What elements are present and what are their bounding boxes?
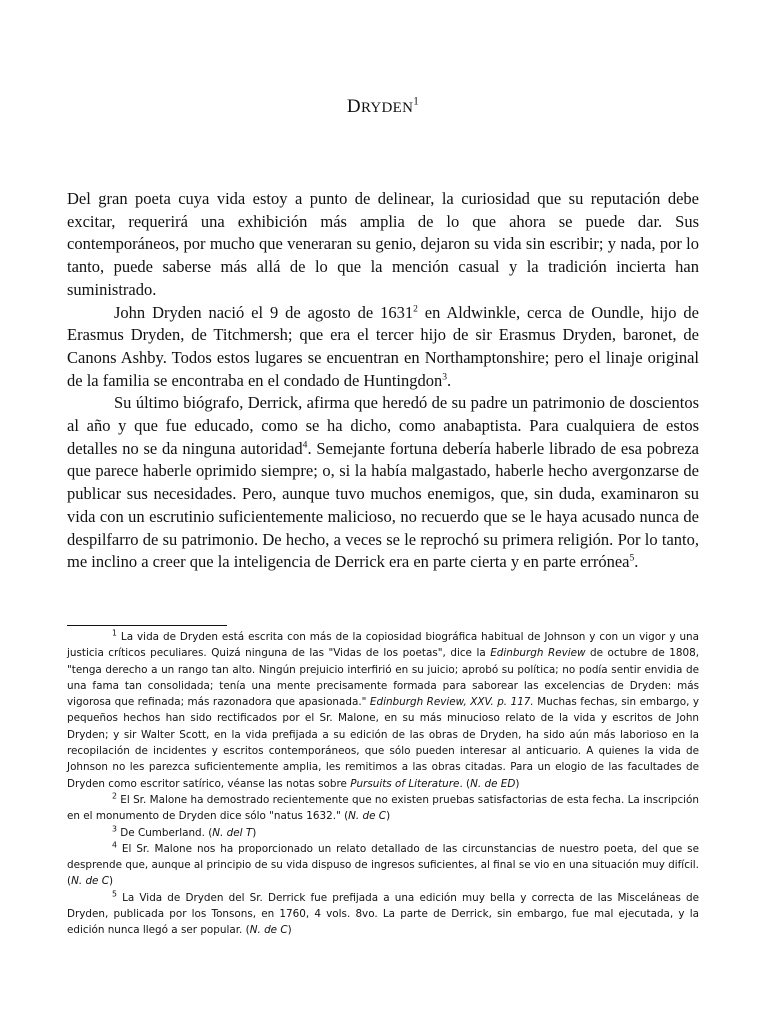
italic-text: Edinburgh Review, XXV. p. 117. [369,696,534,709]
footnote-5 [67,890,699,939]
footnote-text-run: El Sr. Malone nos ha proporcionado un relato detallado de las circunstancias de nuestro poeta, del que se desprende que, aunque al principio de su vida dispuso de ingresos suficientes, al final se vio en una situación muy difícil. ( [67,842,699,888]
body-text [67,188,699,574]
italic-text: N. de C [249,924,288,937]
title-initial: D [346,96,361,117]
footnote-ref: 2 [413,303,418,315]
paragraph-1 [67,188,699,302]
italic-text: N. de ED [470,777,516,790]
body-text-run: Su último biógrafo, Derrick, afirma que heredó de su padre un patrimonio de doscientos al año y que fue educado, como se ha dicho, como anabaptista. Para cualquiera de estos detalles no se da ninguna autoridad [67,393,699,458]
body-text-run: . Semejante fortuna debería haberle librado de esa pobreza que parece haberle oprimido siempre; o, si la había malgastado, haberle hecho avergonzarse de publicar sus necesidades. Pero, aunque tuvo muchos enemigos, que, sin duda, examinaron su vida con un escrutinio suficientemente malicioso, no recuerdo que se le haya acusado nunca de despilfarro de su patrimonio. De hecho, a veces se le reprochó su primera religión. Por lo tanto, me inclino a creer que la inteligencia de Derrick era en parte cierta y en parte errónea [67,438,700,572]
footnote-text-run: ) [109,875,114,888]
body-text-run: en Aldwinkle, cerca de Oundle, hijo de Erasmus Dryden, de Titchmersh; que era el tercer hijo de sir Erasmus Dryden, baronet, de Canons Ashby. Todos estos lugares se encuentran en Northamptonshire; pero el linaje original de la familia se encontraba en el condado de Huntingdon [67,302,699,390]
paragraph-3 [67,392,699,574]
footnote-1 [67,629,699,792]
footnote-text-run: La vida de Dryden está escrita con más de la copiosidad biográfica habitual de Johnson y con un vigor y una justicia críticos peculiares. Quizá ninguna de las "Vidas de los poetas", dice la [67,631,699,660]
page-title [67,96,699,118]
body-text-run: Del gran poeta cuya vida estoy a punto de delinear, la curiosidad que su reputación debe excitar, requerirá una exhibición más amplia de lo que ahora se puede dar. Sus contemporáneos, por mucho que veneraran su genio, dejaron su vida sin escribir; y nada, por lo tanto, puede saberse más allá de lo que la mención casual y la tradición incierta han suministrado. [67,189,699,299]
footnote-text-run: De Cumberland. ( [116,826,213,839]
footnote-text-run: ) [515,777,520,790]
footnote-text-run: El Sr. Malone ha demostrado recientemente que no existen pruebas satisfactorias de esta fecha. La inscripción en el monumento de Dryden dice sólo "natus 1632." ( [67,793,699,823]
footnote-text-run: ) [252,826,257,839]
footnote-ref: 2 [112,791,117,801]
footnote-ref: 5 [629,552,635,564]
italic-text: Pursuits of Literature [350,777,460,790]
footnote-ref: 1 [112,628,117,638]
footnote-text-run: ) [287,924,292,937]
body-text-run: . [634,552,639,572]
title-footnote-ref: 1 [413,95,420,108]
footnote-4 [67,841,699,890]
body-text-run: . [447,370,452,390]
italic-text: N. de C [348,810,387,823]
footnote-text-run: Muchas fechas, sin embargo, y pequeños hechos han sido rectificados por el Sr. Malone, en su más minucioso relato de la vida y escritos de John Dryden; y sir Walter Scott, en la vida prefijada a su edición de las obras de Dryden, ha sido aún más laborioso en la recopilación de incidentes y escritos contemporáneos, que sólo pueden interesar al anticuario. A quienes la vida de Johnson no les parezca suficientemente amplia, les remitimos a las obras citadas. Para un elogio de las facultades de Dryden como escritor satírico, véanse las notas sobre [67,696,700,790]
footnote-text-run: ) [386,810,391,823]
footnote-text-run: . ( [459,777,471,790]
title-rest: RYDEN [360,100,414,116]
footnote-ref: 4 [302,439,308,451]
footnote-2 [67,792,699,825]
footnote-ref: 4 [112,840,117,850]
body-text-run: John Dryden nació el 9 de agosto de 1631 [114,302,414,322]
footnote-text-run: La Vida de Dryden del Sr. Derrick fue prefijada a una edición muy bella y correcta de las Misceláneas de Dryden, publicada por los Tonsons, en 1760, 4 vols. 8vo. La parte de Derrick, sin embargo, fue mal ejecutada, y la edición nunca llegó a ser popular. ( [67,891,699,937]
italic-text: N. del T [212,826,253,839]
footnote-divider [67,625,227,626]
footnote-ref: 3 [112,824,117,834]
footnote-ref: 5 [112,889,117,899]
footnotes [67,629,699,939]
footnote-ref: 3 [442,371,448,383]
italic-text: Edinburgh Review [490,647,586,660]
italic-text: N. de C [71,875,109,888]
footnote-3 [67,825,699,841]
footnote-text-run: de octubre de 1808, "tenga derecho a un rango tan alto. Ningún prejuicio interfirió en su juicio; aprobó su política; no podía sentir envidia de una fama tan consolidada; tenía una mente precisamente formada para saborear las excelencias de Dryden: más vigorosa que refinada; más razonadora que apasionada." [67,647,699,709]
paragraph-2 [67,302,699,393]
